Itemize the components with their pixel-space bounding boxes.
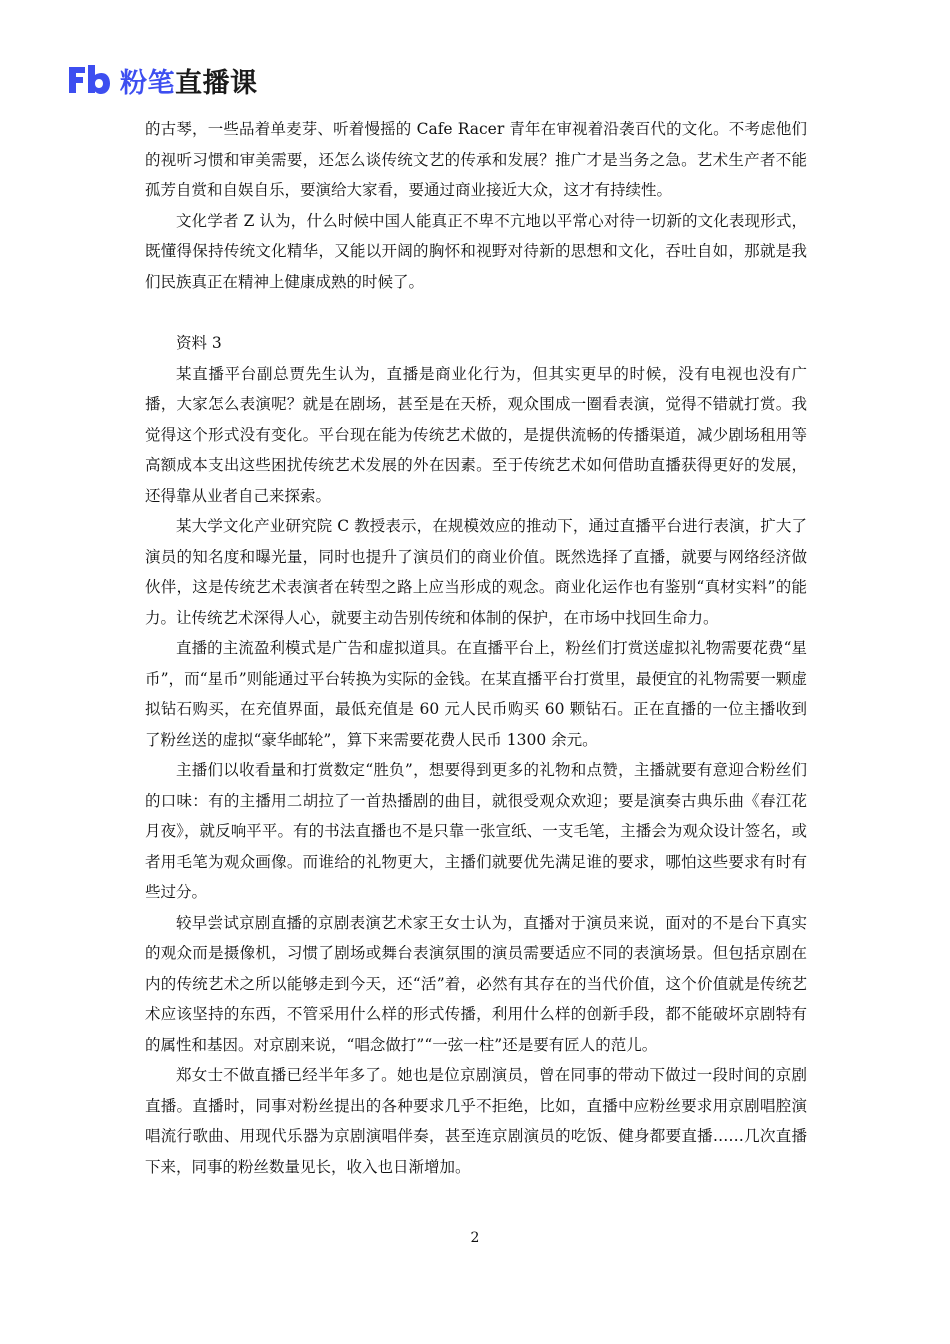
- paragraph-platform-vp: 某直播平台副总贾先生认为，直播是商业化行为，但其实更早的时候，没有电视也没有广播，大家怎么表演呢？就是在剧场，甚至是在天桥，观众围成一圈看表演，觉得不错就打赏。我觉得这个形式没有变化。平台现在能为传统艺术做的，是提供流畅的传播渠道，减少剧场租用等高额成本支出这些困扰传统艺术发展的外在因素。至于传统艺术如何借助直播获得更好的发展，还得靠从业者自己来探索。: [145, 364, 807, 505]
- paragraph-profit-model: 直播的主流盈利模式是广告和虚拟道具。在直播平台上，粉丝们打赏送虚拟礼物需要花费“星币”，而“星币”则能通过平台转换为实际的金钱。在某直播平台打赏里，最便宜的礼物需要一颗虚拟钻石购买，在充值界面，最低充值是 60 元人民币购买 60 颗钻石。正在直播的一位主播收到了粉丝送的虚拟“豪华邮轮”，算下来需要花费人民币 1300 余元。: [145, 639, 807, 749]
- paragraph-streamer-competition: 主播们以收看量和打赏数定“胜负”，想要得到更多的礼物和点赞，主播就要有意迎合粉丝们的口味：有的主播用二胡拉了一首热播剧的曲目，就很受观众欢迎；要是演奏古典乐曲《春江花月夜》，就反响平平。有的书法直播也不是只靠一张宣纸、一支毛笔，主播会为观众设计签名，或者用毛笔为观众画像。而谁给的礼物更大，主播们就要优先满足谁的要求，哪怕这些要求有时有些过分。: [145, 761, 807, 901]
- section-heading-material-3: 资料 3: [176, 334, 222, 352]
- brand-name: 粉笔: [120, 67, 175, 99]
- brand-header: [66, 60, 258, 100]
- paragraph-artist-wang: 较早尝试京剧直播的京剧表演艺术家王女士认为，直播对于演员来说，面对的不是台下真实的观众而是摄像机，习惯了剧场或舞台表演氛围的演员需要适应不同的表演场景。但包括京剧在内的传统艺术之所以能够走到今天，还“活”着，必然有其存在的当代价值，这个价值就是传统艺术应该坚持的东西，不管采用什么样的形式传播，利用什么样的创新手段，都不能破坏京剧特有的属性和基因。对京剧来说，“唱念做打”“一弦一柱”还是要有匠人的范儿。: [145, 913, 807, 1054]
- paragraph-scholar-z: 文化学者 Z 认为，什么时候中国人能真正不卑不亢地以平常心对待一切新的文化表现形式，既懂得保持传统文化精华，又能以开阔的胸怀和视野对待新的思想和文化，吞吐自如，那就是我们民族真正在精神上健康成熟的时候了。: [145, 211, 807, 291]
- paragraph-professor-c: 某大学文化产业研究院 C 教授表示，在规模效应的推动下，通过直播平台进行表演，扩大了演员的知名度和曝光量，同时也提升了演员们的商业价值。既然选择了直播，就要与网络经济做伙伴，这是传统艺术表演者在转型之路上应当形成的观念。商业化运作也有鉴别“真材实料”的能力。让传统艺术深得人心，就要主动告别传统和体制的保护，在市场中找回生命力。: [145, 517, 807, 627]
- brand-wordmark: [120, 61, 258, 100]
- page-number: 2: [470, 1230, 480, 1246]
- document-body: [145, 114, 807, 1182]
- paragraph-continued: 的古琴，一些品着单麦芽、听着慢摇的 Cafe Racer 青年在审视着沿袭百代的文化。不考虑他们的视听习惯和审美需要，还怎么谈传统文艺的传承和发展？推广才是当务之急。艺术生产者不能孤芳自赏和自娱自乐，要演给大家看，要通过商业接近大众，这才有持续性。: [145, 120, 807, 199]
- fenbi-fb-logo-icon: [66, 63, 112, 97]
- brand-course-label: 直播课: [175, 67, 258, 99]
- paragraph-ms-zheng: 郑女士不做直播已经半年多了。她也是位京剧演员，曾在同事的带动下做过一段时间的京剧直播。直播时，同事对粉丝提出的各种要求几乎不拒绝，比如，直播中应粉丝要求用京剧唱腔演唱流行歌曲、用现代乐器为京剧演唱伴奏，甚至连京剧演员的吃饭、健身都要直播……几次直播下来，同事的粉丝数量见长，收入也日渐增加。: [145, 1066, 807, 1176]
